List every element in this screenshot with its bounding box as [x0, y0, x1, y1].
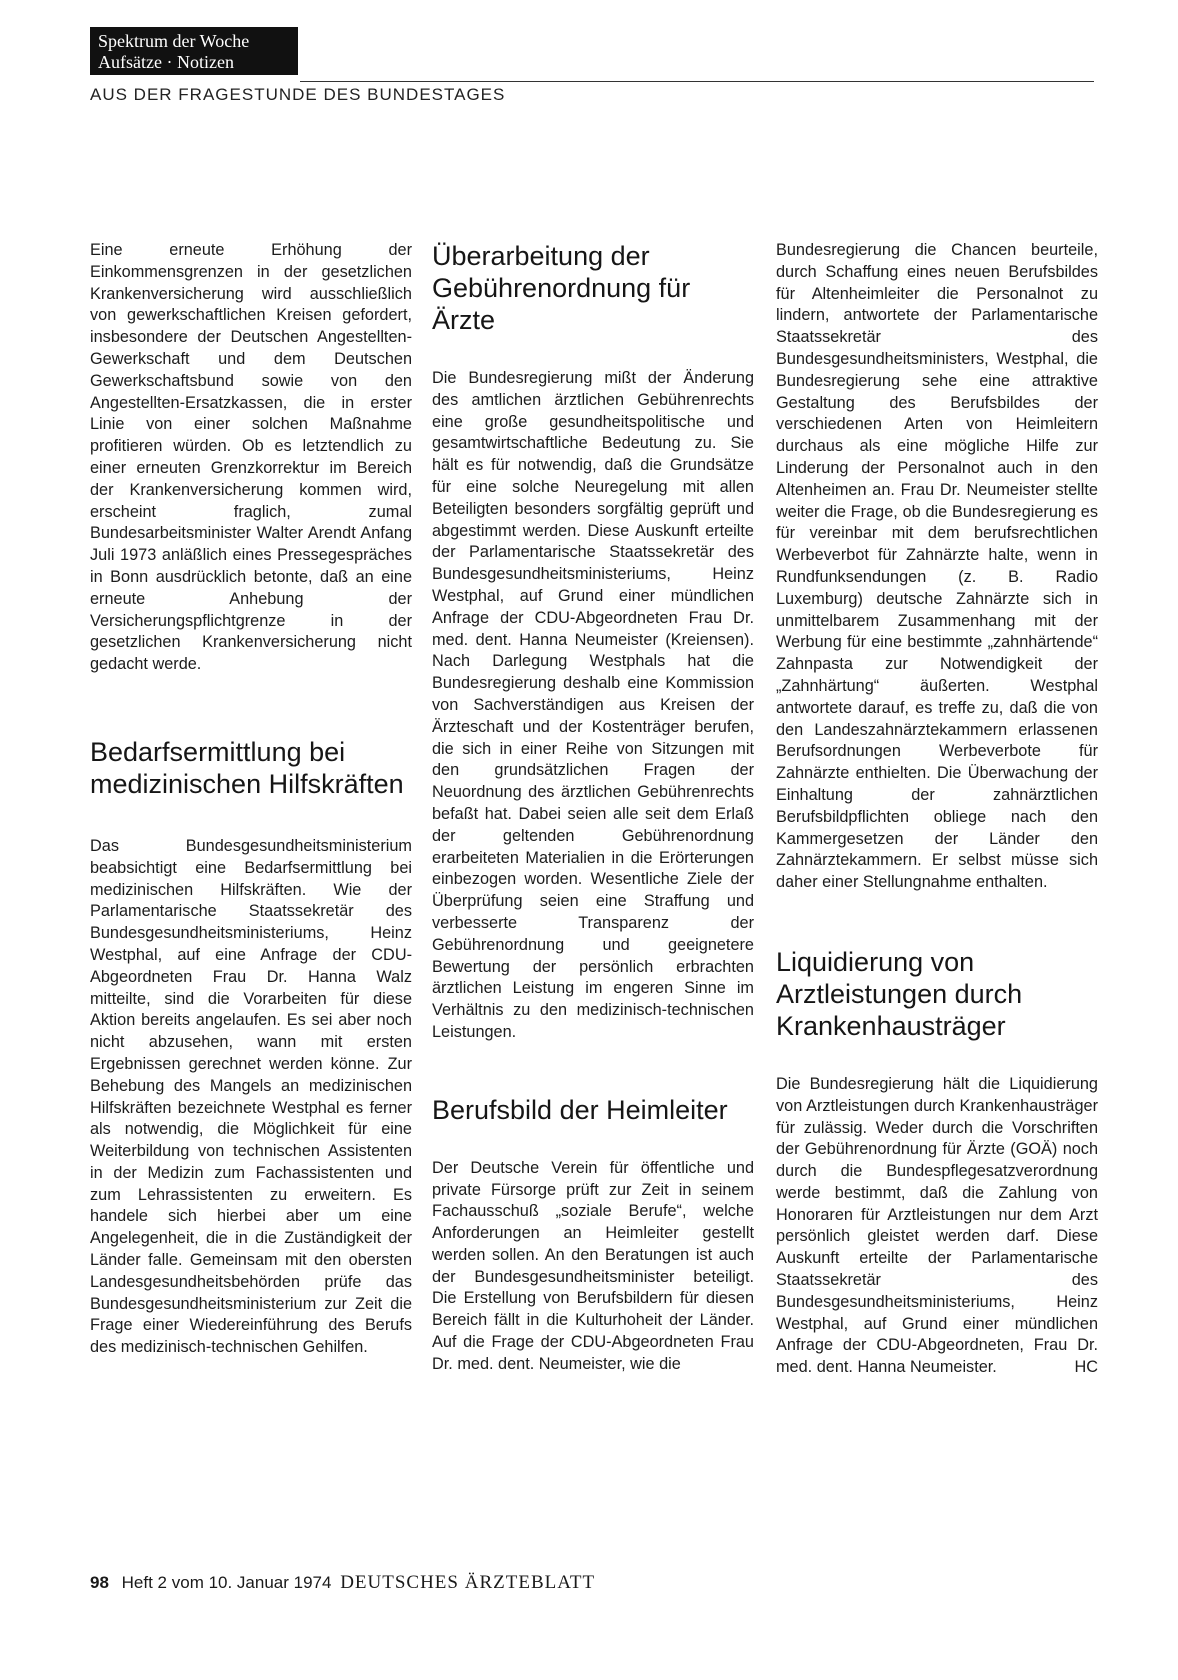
bedarf-body: Das Bundesgesundheitsministerium beabsichtigt eine Bedarfsermittlung bei medizinischen Hilfskräften. Wie der Parlamentarische Staatssekretär des Bundesgesundheitsministeriums, Heinz Westphal, auf eine Anfrage der CDU-Abgeordneten Frau Dr. Hanna Walz mitteilte, sind die Vorarbeiten für diese Aktion bereits angelaufen. Es sei aber noch nicht abzusehen, wann mit ersten Ergebnissen gerechnet werden könne. Zur Behebung des Mangels an medizinischen Hilfskräften bezeichnete Westphal es ferner als notwendig, die Möglichkeit für eine Weiterbildung von technischen Assistenten in der Medizin zum Fachassistenten und zum Lehrassistenten zu erweitern. Es handele sich hierbei aber um eine Angelegenheit, die in die Zuständigkeit der Länder falle. Gemeinsam mit den obersten Landesgesundheitsbehörden prüfe das Bundesgesundheitsministerium zur Zeit die Frage einer Wiedereinführung des Berufs des medizinisch-technischen Gehilfen.: [90, 836, 412, 1357]
page-number: 98: [90, 1573, 109, 1592]
section-title: AUS DER FRAGESTUNDE DES BUNDESTAGES: [90, 85, 506, 104]
gebuehren-title: Überarbeitung der Gebührenordnung für Ärzte: [432, 241, 691, 335]
rubric-badge: [90, 27, 298, 75]
page-footer: [90, 1572, 595, 1594]
issue-info: Heft 2 vom 10. Januar 1974: [121, 1573, 332, 1592]
intro-body: Eine erneute Erhöhung der Einkommensgrenzen in der gesetzlichen Krankenversicherung wird ausschließlich von gewerkschaftlichen Kreisen gefordert, insbesondere der Deutschen Angestellten-Gewerkschaft und dem Deutschen Gewerkschaftsbund sowie von den Angestellten-Ersatzkassen, die in erster Linie von einer solchen Maßnahme profitieren würden. Ob es letztendlich zu einer erneuten Grenzkorrektur im Bereich der Krankenversicherung kommen wird, erscheint fraglich, zumal Bundesarbeitsminister Walter Arendt Anfang Juli 1973 anläßlich eines Pressegespräches in Bonn ausdrücklich betonte, daß an eine erneute Anhebung der Versicherungspflichtgrenze in der gesetzlichen Krankenversicherung nicht gedacht werde.: [90, 241, 412, 674]
column-1: [90, 240, 412, 1359]
rubric-line-1: Spektrum der Woche: [98, 31, 250, 51]
liquidierung-title: Liquidierung von Arztleistungen durch Krankenhausträger: [776, 946, 1023, 1041]
rubric-line-2: Aufsätze · Notizen: [98, 52, 234, 72]
heimleiter-body-part2: Bundesregierung die Chancen beurteile, durch Schaffung eines neuen Berufsbildes für Altenheimleiter die Personalnot zu lindern, antwortete der Parlamentarische Staatssekretär des Bundesgesundheitsministers, Westphal, die Bundesregierung sehe eine attraktive Gestaltung des Berufsbildes der verschiedenen Arten von Heimleitern durchaus als eine mögliche Hilfe zur Linderung der Personalnot auch in den Altenheimen an. Frau Dr. Neumeister stellte weiter die Frage, ob die Bundesregierung es für vereinbar mit dem berufsrechtlichen Werbeverbot für Zahnärzte halte, wenn in Rundfunksendungen (z. B. Radio Luxemburg) deutsche Zahnärzte sich in unmittelbarem Zusammenhang mit der Werbung für eine bestimmte „zahnhärtende“ Zahnpasta zur Notwendigkeit der „Zahnhärtung“ äußerten. Westphal antwortete darauf, es treffe zu, daß die von den Landeszahnärztekammern erlassenen Berufsordnungen Werbeverbote für Zahnärzte enthielten. Die Überwachung der Einhaltung der zahnärztlichen Berufsbildpflichten obliege nach den Kammergesetzen der Länder den Zahnärztekammern. Er selbst müsse sich daher einer Stellungnahme enthalten.: [776, 241, 1098, 892]
gebuehren-body: Die Bundesregierung mißt der Änderung des amtlichen ärztlichen Gebührenrechts eine große gesundheitspolitische und gesamtwirtschaftliche Bedeutung zu. Sie hält es für notwendig, daß die Grundsätze für eine solche Neuregelung mit allen Beteiligten besonders sorgfältig geprüft und abgestimmt werden. Diese Auskunft erteilte der Parlamentarische Staatssekretär des Bundesgesundheitsministeriums, Heinz Westphal, auf Grund einer mündlichen Anfrage der CDU-Abgeordneten Frau Dr. med. dent. Hanna Neumeister (Kreiensen). Nach Darlegung Westphals hat die Bundesregierung deshalb eine Kommission von Sachverständigen aus Kreisen der Ärzteschaft und der Kostenträger berufen, die sich in einer Reihe von Sitzungen mit den grundsätzlichen Fragen der Neuordnung des ärztlichen Gebührenrechts befaßt hat. Dabei seien alle seit dem Erlaß der geltenden Gebührenordnung erarbeiteten Materialien in die Erörterungen einbezogen worden. Wesentliche Ziele der Überprüfung seien eine Straffung und verbesserte Transparenz der Gebührenordnung und geeignetere Bewertung der persönlich erbrachten ärztlichen Leistung im engeren Sinne im Verhältnis zu den medizinisch-technischen Leistungen.: [432, 369, 754, 1041]
liquidierung-paragraph: [776, 1074, 1098, 1379]
journal-name: DEUTSCHES ÄRZTEBLATT: [340, 1572, 596, 1593]
author-signature: HC: [1074, 1358, 1098, 1377]
heimleiter-body-part1: Der Deutsche Verein für öffentliche und private Fürsorge prüft zur Zeit in seinem Fachausschuß „soziale Berufe“, welche Anforderungen an Heimleiter gestellt werden sollen. An den Beratungen ist auch der Bundesgesundheitsminister beteiligt. Die Erstellung von Berufsbildern für diesen Bereich fällt in die Kulturhoheit der Länder. Auf die Frage der CDU-Abgeordneten Frau Dr. med. dent. Neumeister, wie die: [432, 1158, 754, 1373]
bedarf-title: Bedarfsermittlung bei medizinischen Hilfskräften: [90, 736, 404, 799]
column-2: [432, 240, 754, 1376]
heimleiter-title: Berufsbild der Heimleiter: [432, 1094, 728, 1125]
column-3: [776, 240, 1098, 1379]
liquidierung-body: Die Bundesregierung hält die Liquidierung von Arztleistungen durch Krankenhausträger für zulässig. Weder durch die Vorschriften der Gebührenordnung für Ärzte (GOÄ) noch durch die Bundespflegesatzverordnung werde bestimmt, daß die Zahlung von Honoraren für Arztleistungen nur dem Arzt persönlich gleistet werden darf. Diese Auskunft erteilte der Parlamentarische Staatssekretär des Bundesgesundheitsministeriums, Heinz Westphal, auf Grund einer mündlichen Anfrage der CDU-Abgeordneten, Frau Dr. med. dent. Hanna Neumeister.: [776, 1074, 1098, 1377]
header-rule: [300, 81, 1094, 82]
